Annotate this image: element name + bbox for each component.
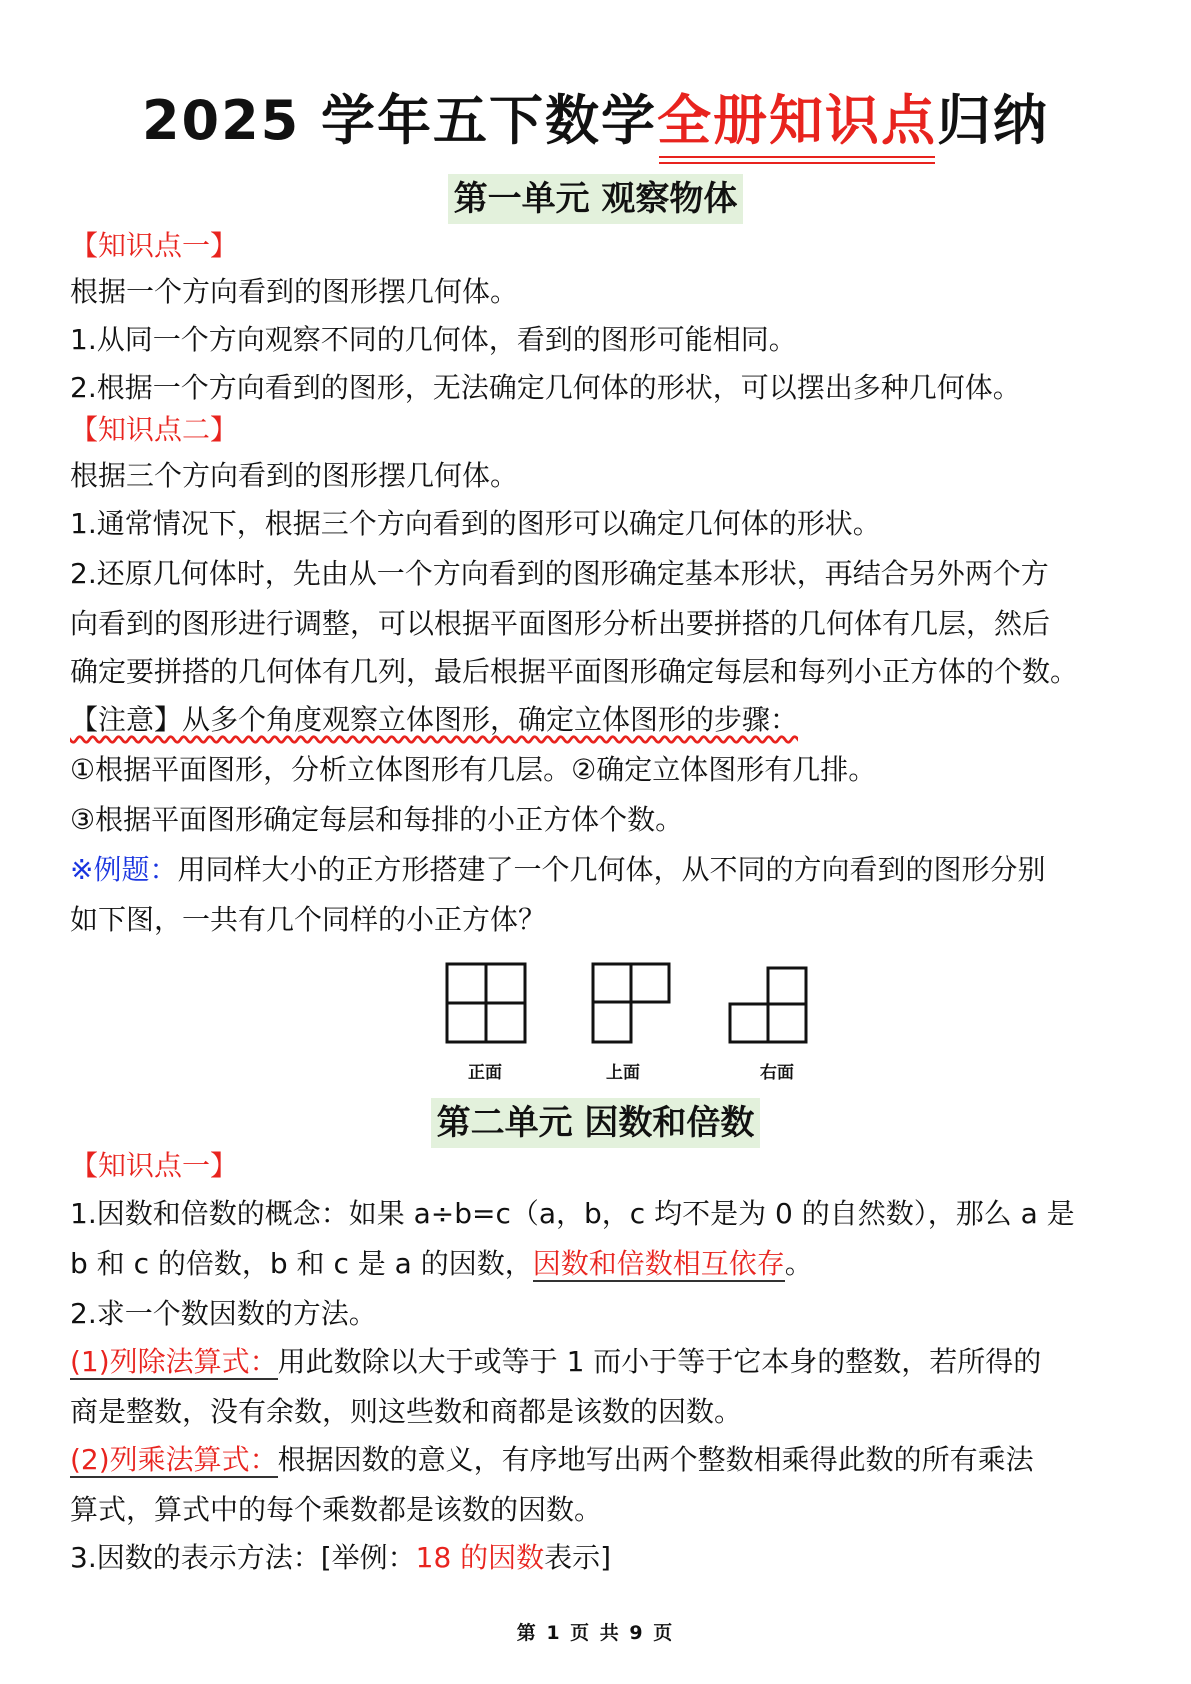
unit1-kp2-intro: 根据三个方向看到的图形摆几何体。 bbox=[70, 459, 519, 492]
unit2-method2-line1: (2)列乘法算式：根据因数的意义，有序地写出两个整数相乘得此数的所有乘法 bbox=[70, 1443, 1034, 1476]
right-view-label: 右面 bbox=[760, 1063, 794, 1083]
unit1-step-3: ③根据平面图形确定每层和每排的小正方体个数。 bbox=[70, 803, 684, 836]
top-view-figure bbox=[593, 964, 669, 1042]
view-diagrams bbox=[0, 960, 1191, 1070]
title-highlight: 全册知识点 bbox=[657, 86, 937, 156]
example-figures bbox=[0, 960, 1191, 1070]
unit1-steps-1-2: ①根据平面图形，分析立体图形有几层。②确定立体图形有几排。 bbox=[70, 753, 877, 786]
unit2-concept-line2: b 和 c 的倍数，b 和 c 是 a 的因数，因数和倍数相互依存。 bbox=[70, 1247, 813, 1280]
unit1-kp1-item1: 1.从同一个方向观察不同的几何体，看到的图形可能相同。 bbox=[70, 323, 797, 356]
top-view-label: 上面 bbox=[606, 1063, 640, 1083]
unit1-example-line1: ※例题：用同样大小的正方形搭建了一个几何体，从不同的方向看到的图形分别 bbox=[70, 853, 1046, 886]
right-view-figure bbox=[730, 968, 806, 1042]
unit2-method1-line2: 商是整数，没有余数，则这些数和商都是该数的因数。 bbox=[70, 1395, 743, 1428]
unit1-heading: 第一单元 观察物体 bbox=[0, 174, 1191, 224]
method1-label: (1)列除法算式： bbox=[70, 1345, 278, 1378]
unit1-kp1-intro: 根据一个方向看到的图形摆几何体。 bbox=[70, 275, 519, 308]
example-label: ※例题： bbox=[70, 853, 178, 886]
unit1-kp1-item2: 2.根据一个方向看到的图形，无法确定几何体的形状，可以摆出多种几何体。 bbox=[70, 371, 1021, 404]
title-suffix: 归纳 bbox=[937, 89, 1050, 152]
page-title bbox=[0, 86, 1191, 156]
representation-highlight: 18 的因数 bbox=[415, 1541, 545, 1574]
unit1-kp2-item2-line2: 向看到的图形进行调整，可以根据平面图形分析出要拼搭的几何体有几层，然后 bbox=[70, 607, 1051, 640]
unit2-concept-line1: 1.因数和倍数的概念：如果 a÷b=c（a，b，c 均不是为 0 的自然数），那么 a 是 bbox=[70, 1197, 1075, 1230]
unit1-kp1-label: 【知识点一】 bbox=[70, 229, 239, 262]
unit2-kp1-label: 【知识点一】 bbox=[70, 1149, 239, 1182]
concept-highlight: 因数和倍数相互依存 bbox=[532, 1247, 785, 1280]
unit1-example-line2: 如下图，一共有几个同样的小正方体？ bbox=[70, 903, 547, 936]
unit1-note: 【注意】从多个角度观察立体图形，确定立体图形的步骤： bbox=[70, 703, 799, 736]
unit2-representation: 3.因数的表示方法：[举例：18 的因数表示] bbox=[70, 1541, 612, 1574]
front-view-label: 正面 bbox=[468, 1063, 502, 1083]
unit2-method-title: 2.求一个数因数的方法。 bbox=[70, 1297, 377, 1330]
unit2-heading: 第二单元 因数和倍数 bbox=[0, 1098, 1191, 1148]
method2-label: (2)列乘法算式： bbox=[70, 1443, 278, 1476]
unit2-method1-line1: (1)列除法算式：用此数除以大于或等于 1 而小于等于它本身的整数，若所得的 bbox=[70, 1345, 1042, 1378]
unit2-method2-line2: 算式，算式中的每个乘数都是该数的因数。 bbox=[70, 1493, 603, 1526]
unit1-kp2-item1: 1.通常情况下，根据三个方向看到的图形可以确定几何体的形状。 bbox=[70, 507, 881, 540]
page-footer: 第 1 页 共 9 页 bbox=[516, 1622, 675, 1644]
front-view-figure bbox=[447, 964, 525, 1042]
unit1-kp2-item2-line3: 确定要拼搭的几何体有几列，最后根据平面图形确定每层和每列小正方体的个数。 bbox=[70, 655, 1079, 688]
unit1-kp2-label: 【知识点二】 bbox=[70, 413, 239, 446]
unit1-kp2-item2-line1: 2.还原几何体时，先由从一个方向看到的图形确定基本形状，再结合另外两个方 bbox=[70, 557, 1049, 590]
title-prefix: 2025 学年五下数学 bbox=[141, 89, 658, 152]
